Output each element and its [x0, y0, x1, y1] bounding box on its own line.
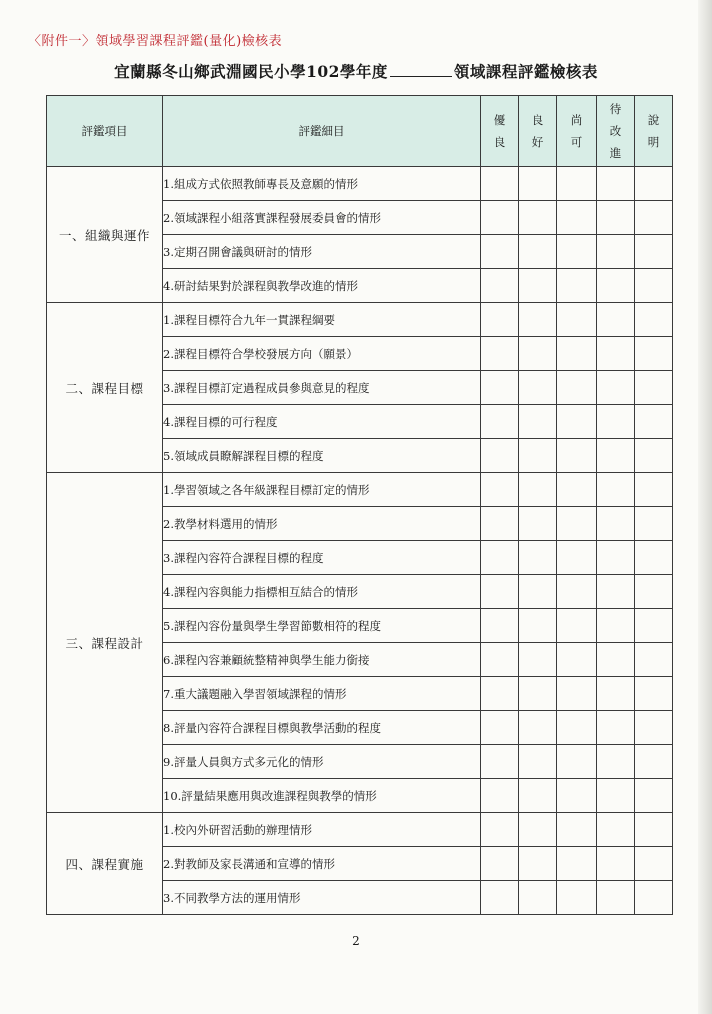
- item-detail: 8.評量內容符合課程目標與教學活動的程度: [163, 711, 481, 745]
- table-row: [47, 167, 673, 201]
- item-detail: 2.教學材料選用的情形: [163, 507, 481, 541]
- rating-cell-fair[interactable]: [557, 643, 597, 677]
- rating-cell-remarks[interactable]: [635, 711, 673, 745]
- header-excellent: [481, 96, 519, 167]
- table-header-row: [47, 96, 673, 167]
- header-category: 評鑑項目: [47, 96, 163, 167]
- rating-cell-good[interactable]: [519, 711, 557, 745]
- rating-cell-fair[interactable]: [557, 405, 597, 439]
- section-title: 一、組織與運作: [47, 167, 163, 303]
- rating-cell-fair[interactable]: [557, 235, 597, 269]
- table-row: [47, 473, 673, 507]
- rating-cell-improve[interactable]: [597, 813, 635, 847]
- item-detail: 1.課程目標符合九年一貫課程綱要: [163, 303, 481, 337]
- rating-cell-excellent[interactable]: [481, 201, 519, 235]
- rating-cell-excellent[interactable]: [481, 167, 519, 201]
- rating-cell-improve[interactable]: [597, 473, 635, 507]
- rating-cell-excellent[interactable]: [481, 779, 519, 813]
- rating-cell-improve[interactable]: [597, 677, 635, 711]
- item-detail: 2.領域課程小組落實課程發展委員會的情形: [163, 201, 481, 235]
- header-remarks-text: 說明: [647, 113, 660, 149]
- rating-cell-improve[interactable]: [597, 779, 635, 813]
- rating-cell-improve[interactable]: [597, 269, 635, 303]
- header-good: [519, 96, 557, 167]
- rating-cell-good[interactable]: [519, 337, 557, 371]
- rating-cell-fair[interactable]: [557, 847, 597, 881]
- item-detail: 1.組成方式依照教師專長及意願的情形: [163, 167, 481, 201]
- rating-cell-improve[interactable]: [597, 371, 635, 405]
- rating-cell-remarks[interactable]: [635, 201, 673, 235]
- rating-cell-good[interactable]: [519, 269, 557, 303]
- item-detail: 7.重大議題融入學習領域課程的情形: [163, 677, 481, 711]
- rating-cell-good[interactable]: [519, 235, 557, 269]
- rating-cell-remarks[interactable]: [635, 881, 673, 915]
- item-detail: 3.定期召開會議與研討的情形: [163, 235, 481, 269]
- rating-cell-remarks[interactable]: [635, 847, 673, 881]
- header-excellent-text: 優良: [493, 113, 506, 149]
- rating-cell-improve[interactable]: [597, 167, 635, 201]
- rating-cell-remarks[interactable]: [635, 575, 673, 609]
- rating-cell-improve[interactable]: [597, 609, 635, 643]
- rating-cell-improve[interactable]: [597, 439, 635, 473]
- rating-cell-improve[interactable]: [597, 575, 635, 609]
- rating-cell-improve[interactable]: [597, 541, 635, 575]
- rating-cell-excellent[interactable]: [481, 609, 519, 643]
- item-detail: 3.課程目標訂定過程成員參與意見的程度: [163, 371, 481, 405]
- item-detail: 5.領域成員瞭解課程目標的程度: [163, 439, 481, 473]
- rating-cell-fair[interactable]: [557, 201, 597, 235]
- rating-cell-good[interactable]: [519, 405, 557, 439]
- rating-cell-remarks[interactable]: [635, 371, 673, 405]
- rating-cell-good[interactable]: [519, 439, 557, 473]
- item-detail: 10.評量結果應用與改進課程與教學的情形: [163, 779, 481, 813]
- rating-cell-fair[interactable]: [557, 337, 597, 371]
- rating-cell-fair[interactable]: [557, 779, 597, 813]
- rating-cell-excellent[interactable]: [481, 643, 519, 677]
- rating-cell-improve[interactable]: [597, 405, 635, 439]
- rating-cell-good[interactable]: [519, 609, 557, 643]
- rating-cell-fair[interactable]: [557, 881, 597, 915]
- rating-cell-excellent[interactable]: [481, 337, 519, 371]
- title-suffix: 領域課程評鑑檢核表: [453, 62, 598, 81]
- rating-cell-improve[interactable]: [597, 643, 635, 677]
- rating-cell-good[interactable]: [519, 473, 557, 507]
- rating-cell-improve[interactable]: [597, 881, 635, 915]
- rating-cell-remarks[interactable]: [635, 677, 673, 711]
- item-detail: 4.研討結果對於課程與教學改進的情形: [163, 269, 481, 303]
- item-detail: 2.對教師及家長溝通和宣導的情形: [163, 847, 481, 881]
- rating-cell-improve[interactable]: [597, 745, 635, 779]
- rating-cell-fair[interactable]: [557, 439, 597, 473]
- rating-cell-improve[interactable]: [597, 337, 635, 371]
- rating-cell-excellent[interactable]: [481, 473, 519, 507]
- rating-cell-excellent[interactable]: [481, 881, 519, 915]
- rating-cell-remarks[interactable]: [635, 235, 673, 269]
- title-prefix: 宜蘭縣冬山鄉武淵國民小學102學年度: [114, 62, 388, 81]
- rating-cell-remarks[interactable]: [635, 745, 673, 779]
- rating-cell-good[interactable]: [519, 847, 557, 881]
- rating-cell-fair[interactable]: [557, 371, 597, 405]
- rating-cell-fair[interactable]: [557, 541, 597, 575]
- rating-cell-good[interactable]: [519, 167, 557, 201]
- header-fair-text: 尚可: [570, 113, 583, 149]
- rating-cell-excellent[interactable]: [481, 711, 519, 745]
- item-detail: 5.課程內容份量與學生學習節數相符的程度: [163, 609, 481, 643]
- section-title: 四、課程實施: [47, 813, 163, 915]
- rating-cell-remarks[interactable]: [635, 609, 673, 643]
- rating-cell-excellent[interactable]: [481, 541, 519, 575]
- rating-cell-excellent[interactable]: [481, 677, 519, 711]
- rating-cell-excellent[interactable]: [481, 507, 519, 541]
- item-detail: 1.校內外研習活動的辦理情形: [163, 813, 481, 847]
- rating-cell-fair[interactable]: [557, 677, 597, 711]
- item-detail: 3.課程內容符合課程目標的程度: [163, 541, 481, 575]
- rating-cell-remarks[interactable]: [635, 643, 673, 677]
- rating-cell-remarks[interactable]: [635, 813, 673, 847]
- rating-cell-improve[interactable]: [597, 847, 635, 881]
- rating-cell-good[interactable]: [519, 813, 557, 847]
- page-title: [0, 60, 712, 82]
- attachment-label: 〈附件一〉領域學習課程評鑑(量化)檢核表: [28, 34, 283, 49]
- evaluation-table: [46, 95, 673, 915]
- rating-cell-remarks[interactable]: [635, 337, 673, 371]
- rating-cell-excellent[interactable]: [481, 371, 519, 405]
- rating-cell-improve[interactable]: [597, 235, 635, 269]
- rating-cell-improve[interactable]: [597, 303, 635, 337]
- item-detail: 4.課程目標的可行程度: [163, 405, 481, 439]
- rating-cell-excellent[interactable]: [481, 745, 519, 779]
- rating-cell-good[interactable]: [519, 303, 557, 337]
- rating-cell-good[interactable]: [519, 371, 557, 405]
- rating-cell-good[interactable]: [519, 677, 557, 711]
- header-fair: [557, 96, 597, 167]
- item-detail: 3.不同教學方法的運用情形: [163, 881, 481, 915]
- rating-cell-improve[interactable]: [597, 201, 635, 235]
- rating-cell-fair[interactable]: [557, 269, 597, 303]
- rating-cell-good[interactable]: [519, 201, 557, 235]
- rating-cell-improve[interactable]: [597, 711, 635, 745]
- rating-cell-excellent[interactable]: [481, 303, 519, 337]
- section-title: 三、課程設計: [47, 473, 163, 813]
- item-detail: 2.課程目標符合學校發展方向（願景）: [163, 337, 481, 371]
- rating-cell-excellent[interactable]: [481, 439, 519, 473]
- page-number: 2: [352, 934, 360, 948]
- header-improve: [597, 96, 635, 167]
- rating-cell-good[interactable]: [519, 745, 557, 779]
- rating-cell-remarks[interactable]: [635, 303, 673, 337]
- table-body: [47, 167, 673, 915]
- rating-cell-remarks[interactable]: [635, 405, 673, 439]
- rating-cell-fair[interactable]: [557, 813, 597, 847]
- rating-cell-good[interactable]: [519, 541, 557, 575]
- rating-cell-remarks[interactable]: [635, 439, 673, 473]
- rating-cell-remarks[interactable]: [635, 473, 673, 507]
- rating-cell-fair[interactable]: [557, 473, 597, 507]
- rating-cell-remarks[interactable]: [635, 779, 673, 813]
- rating-cell-fair[interactable]: [557, 745, 597, 779]
- rating-cell-good[interactable]: [519, 881, 557, 915]
- header-remarks: [635, 96, 673, 167]
- rating-cell-fair[interactable]: [557, 303, 597, 337]
- rating-cell-excellent[interactable]: [481, 813, 519, 847]
- rating-cell-fair[interactable]: [557, 167, 597, 201]
- item-detail: 1.學習領域之各年級課程目標訂定的情形: [163, 473, 481, 507]
- rating-cell-remarks[interactable]: [635, 541, 673, 575]
- rating-cell-remarks[interactable]: [635, 167, 673, 201]
- rating-cell-remarks[interactable]: [635, 269, 673, 303]
- header-improve-text: 待改進: [609, 102, 622, 160]
- table-row: [47, 303, 673, 337]
- rating-cell-excellent[interactable]: [481, 575, 519, 609]
- rating-cell-good[interactable]: [519, 643, 557, 677]
- header-good-text: 良好: [531, 113, 544, 149]
- rating-cell-excellent[interactable]: [481, 235, 519, 269]
- rating-cell-good[interactable]: [519, 575, 557, 609]
- rating-cell-excellent[interactable]: [481, 847, 519, 881]
- header-detail: 評鑑細目: [163, 96, 481, 167]
- rating-cell-excellent[interactable]: [481, 405, 519, 439]
- item-detail: 6.課程內容兼顧統整精神與學生能力銜接: [163, 643, 481, 677]
- rating-cell-fair[interactable]: [557, 507, 597, 541]
- rating-cell-fair[interactable]: [557, 575, 597, 609]
- rating-cell-fair[interactable]: [557, 609, 597, 643]
- title-blank-line[interactable]: [390, 76, 452, 77]
- rating-cell-good[interactable]: [519, 507, 557, 541]
- item-detail: 4.課程內容與能力指標相互結合的情形: [163, 575, 481, 609]
- table-row: [47, 813, 673, 847]
- rating-cell-remarks[interactable]: [635, 507, 673, 541]
- rating-cell-good[interactable]: [519, 779, 557, 813]
- item-detail: 9.評量人員與方式多元化的情形: [163, 745, 481, 779]
- section-title: 二、課程目標: [47, 303, 163, 473]
- rating-cell-excellent[interactable]: [481, 269, 519, 303]
- page-edge-shadow: [698, 0, 712, 1014]
- rating-cell-improve[interactable]: [597, 507, 635, 541]
- rating-cell-fair[interactable]: [557, 711, 597, 745]
